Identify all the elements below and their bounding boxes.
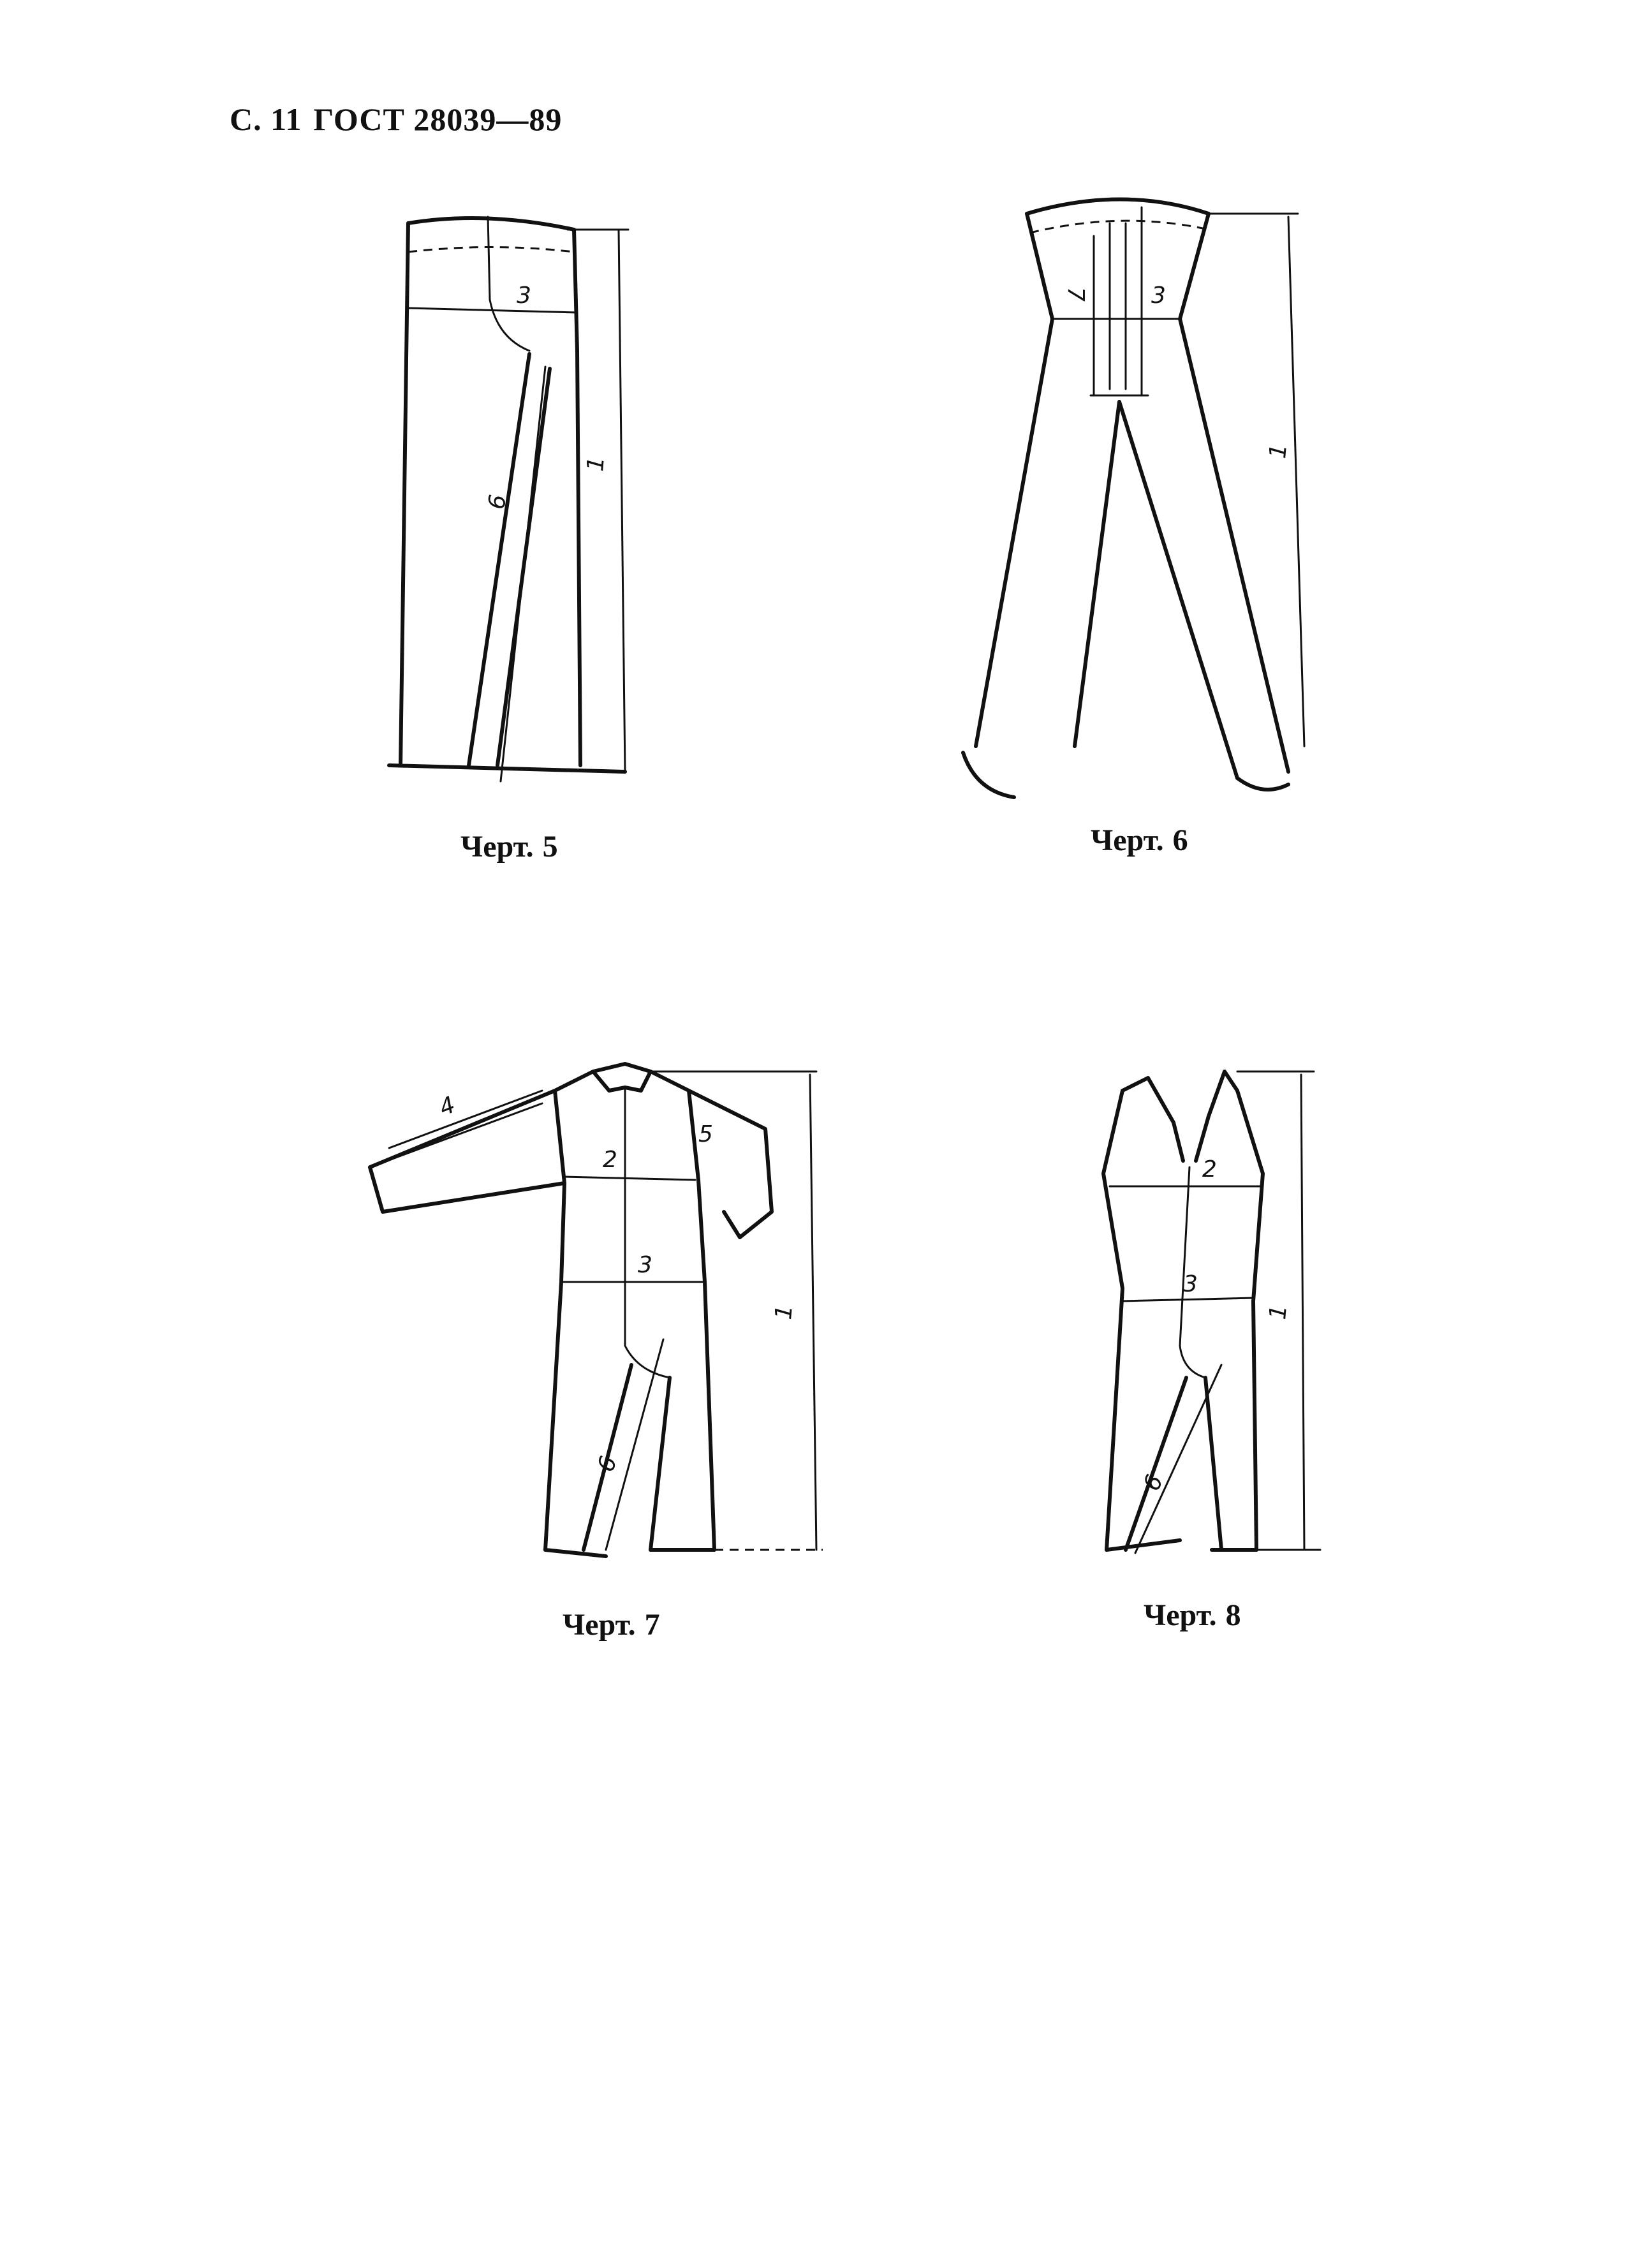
- figure-7-coverall: [351, 1046, 861, 1556]
- figure-5-caption: Черт. 5: [460, 830, 558, 864]
- standard-code: ГОСТ 28039—89: [313, 101, 563, 137]
- figure-6-caption: Черт. 6: [1091, 823, 1188, 857]
- fig7-label-inseam: 6: [593, 1453, 622, 1475]
- fig8-label-length: 1: [1265, 1304, 1292, 1321]
- fig6-label-length: 1: [1265, 443, 1292, 460]
- page-number: С. 11: [230, 101, 302, 137]
- figure-8-bib-overall: [1046, 1046, 1339, 1556]
- fig6-label-rise: 7: [1063, 287, 1089, 302]
- fig7-label-sleeve: 4: [436, 1091, 459, 1122]
- figure-5-trousers-side: [383, 204, 663, 791]
- figure-6-trousers-front: [957, 185, 1352, 810]
- fig5-label-hip: 3: [517, 283, 531, 309]
- fig8-label-inseam: 6: [1138, 1471, 1168, 1495]
- fig5-label-inseam: 6: [483, 492, 512, 512]
- fig8-label-chest: 2: [1202, 1156, 1217, 1182]
- page-header: [230, 101, 573, 138]
- fig7-label-hip: 3: [638, 1252, 652, 1278]
- fig7-label-length: 1: [770, 1304, 798, 1321]
- fig8-label-hip: 3: [1183, 1271, 1198, 1297]
- fig7-label-chest: 2: [603, 1147, 617, 1173]
- fig7-label-armhole: 5: [698, 1121, 713, 1147]
- fig6-label-hip: 3: [1151, 283, 1166, 309]
- fig5-label-length: 1: [582, 455, 610, 473]
- figure-7-caption: Черт. 7: [563, 1608, 660, 1642]
- figure-8-caption: Черт. 8: [1144, 1598, 1241, 1632]
